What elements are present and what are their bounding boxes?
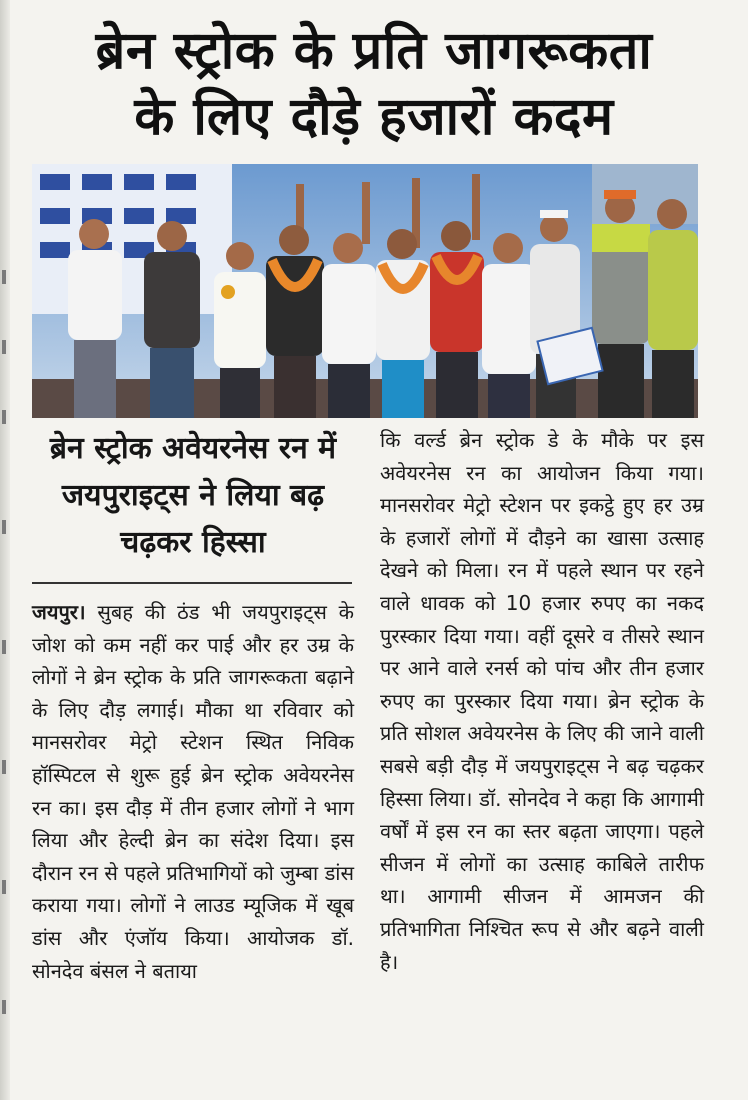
edge-mark xyxy=(2,520,6,534)
headline-line-2: के लिए दौड़े हजारों कदम xyxy=(134,87,614,147)
article-text-1: सुबह की ठंड भी जयपुराइट्स के जोश को कम नहीं कर पाई और हर उम्र के लोगों ने ब्रेन स्ट्रोक के प्रति जागरूकता बढ़ाने के लिए दौड़ लगाई। मौका था रविवार को मानसरोवर मेट्रो स्टेशन स्थित निविक हॉस्पिटल से शुरू हुई ब्रेन स्ट्रोक अवेयरनेस रन का। इस दौड़ में तीन हजार लोगों ने भाग लिया और हेल्दी ब्रेन का संदेश दिया। इस दौरान रन से पहले प्रतिभागियों को जुम्बा डांस कराया गया। लोगों ने लाउड म्यूजिक में खूब डांस और एंजॉय किया। आयोजक डॉ. सोनदेव बंसल ने बताया xyxy=(32,600,355,983)
edge-mark xyxy=(2,760,6,774)
edge-mark xyxy=(2,880,6,894)
article-column-2: कि वर्ल्ड ब्रेन स्ट्रोक डे के मौके पर इस अवेयरनेस रन का आयोजन किया गया। मानसरोवर मेट्रो स्टेशन पर इकट्ठे हुए हर उम्र के हजारों लोगों में दौड़ने का खासा उत्साह देखने को मिला। रन में पहले स्थान पर रहने वाले धावक को 10 हजार रुपए का नकद पुरस्कार दिया गया। वहीं दूसरे व तीसरे स्थान पर आने वाले रनर्स को पांच और तीन हजार रुपए का पुरस्कार दिया गया। ब्रेन स्ट्रोक के प्रति सोशल अवेयरनेस के लिए की जाने वाली सबसे बड़ी दौड़ में जयपुराइट्स ने बढ़ चढ़कर हिस्सा लिया। डॉ. सोनदेव ने कहा कि आगामी वर्षों में इस रन का स्तर बढ़ता जाएगा। पहले सीजन में लोगों का उत्साह काबिले तारीफ था। आगामी सीजन में आमजन की प्रतिभागिता निश्चित रूप से और बढ़ने वाली है। xyxy=(380,428,704,974)
edge-mark xyxy=(2,1000,6,1014)
event-photo xyxy=(32,164,698,418)
dateline: जयपुर। xyxy=(32,600,86,624)
edge-mark xyxy=(2,270,6,284)
edge-mark xyxy=(2,340,6,354)
page-fold-edge xyxy=(0,0,10,1100)
article-column-1 xyxy=(32,596,354,987)
divider-rule xyxy=(32,582,352,584)
headline xyxy=(20,18,728,150)
subheadline: ब्रेन स्ट्रोक अवेयरनेस रन में जयपुराइट्स ने लिया बढ़ चढ़कर हिस्सा xyxy=(49,431,337,560)
photo-illustration xyxy=(32,164,698,418)
edge-mark xyxy=(2,410,6,424)
headline-line-1: ब्रेन स्ट्रोक के प्रति जागरूकता xyxy=(95,21,653,81)
edge-mark xyxy=(2,640,6,654)
